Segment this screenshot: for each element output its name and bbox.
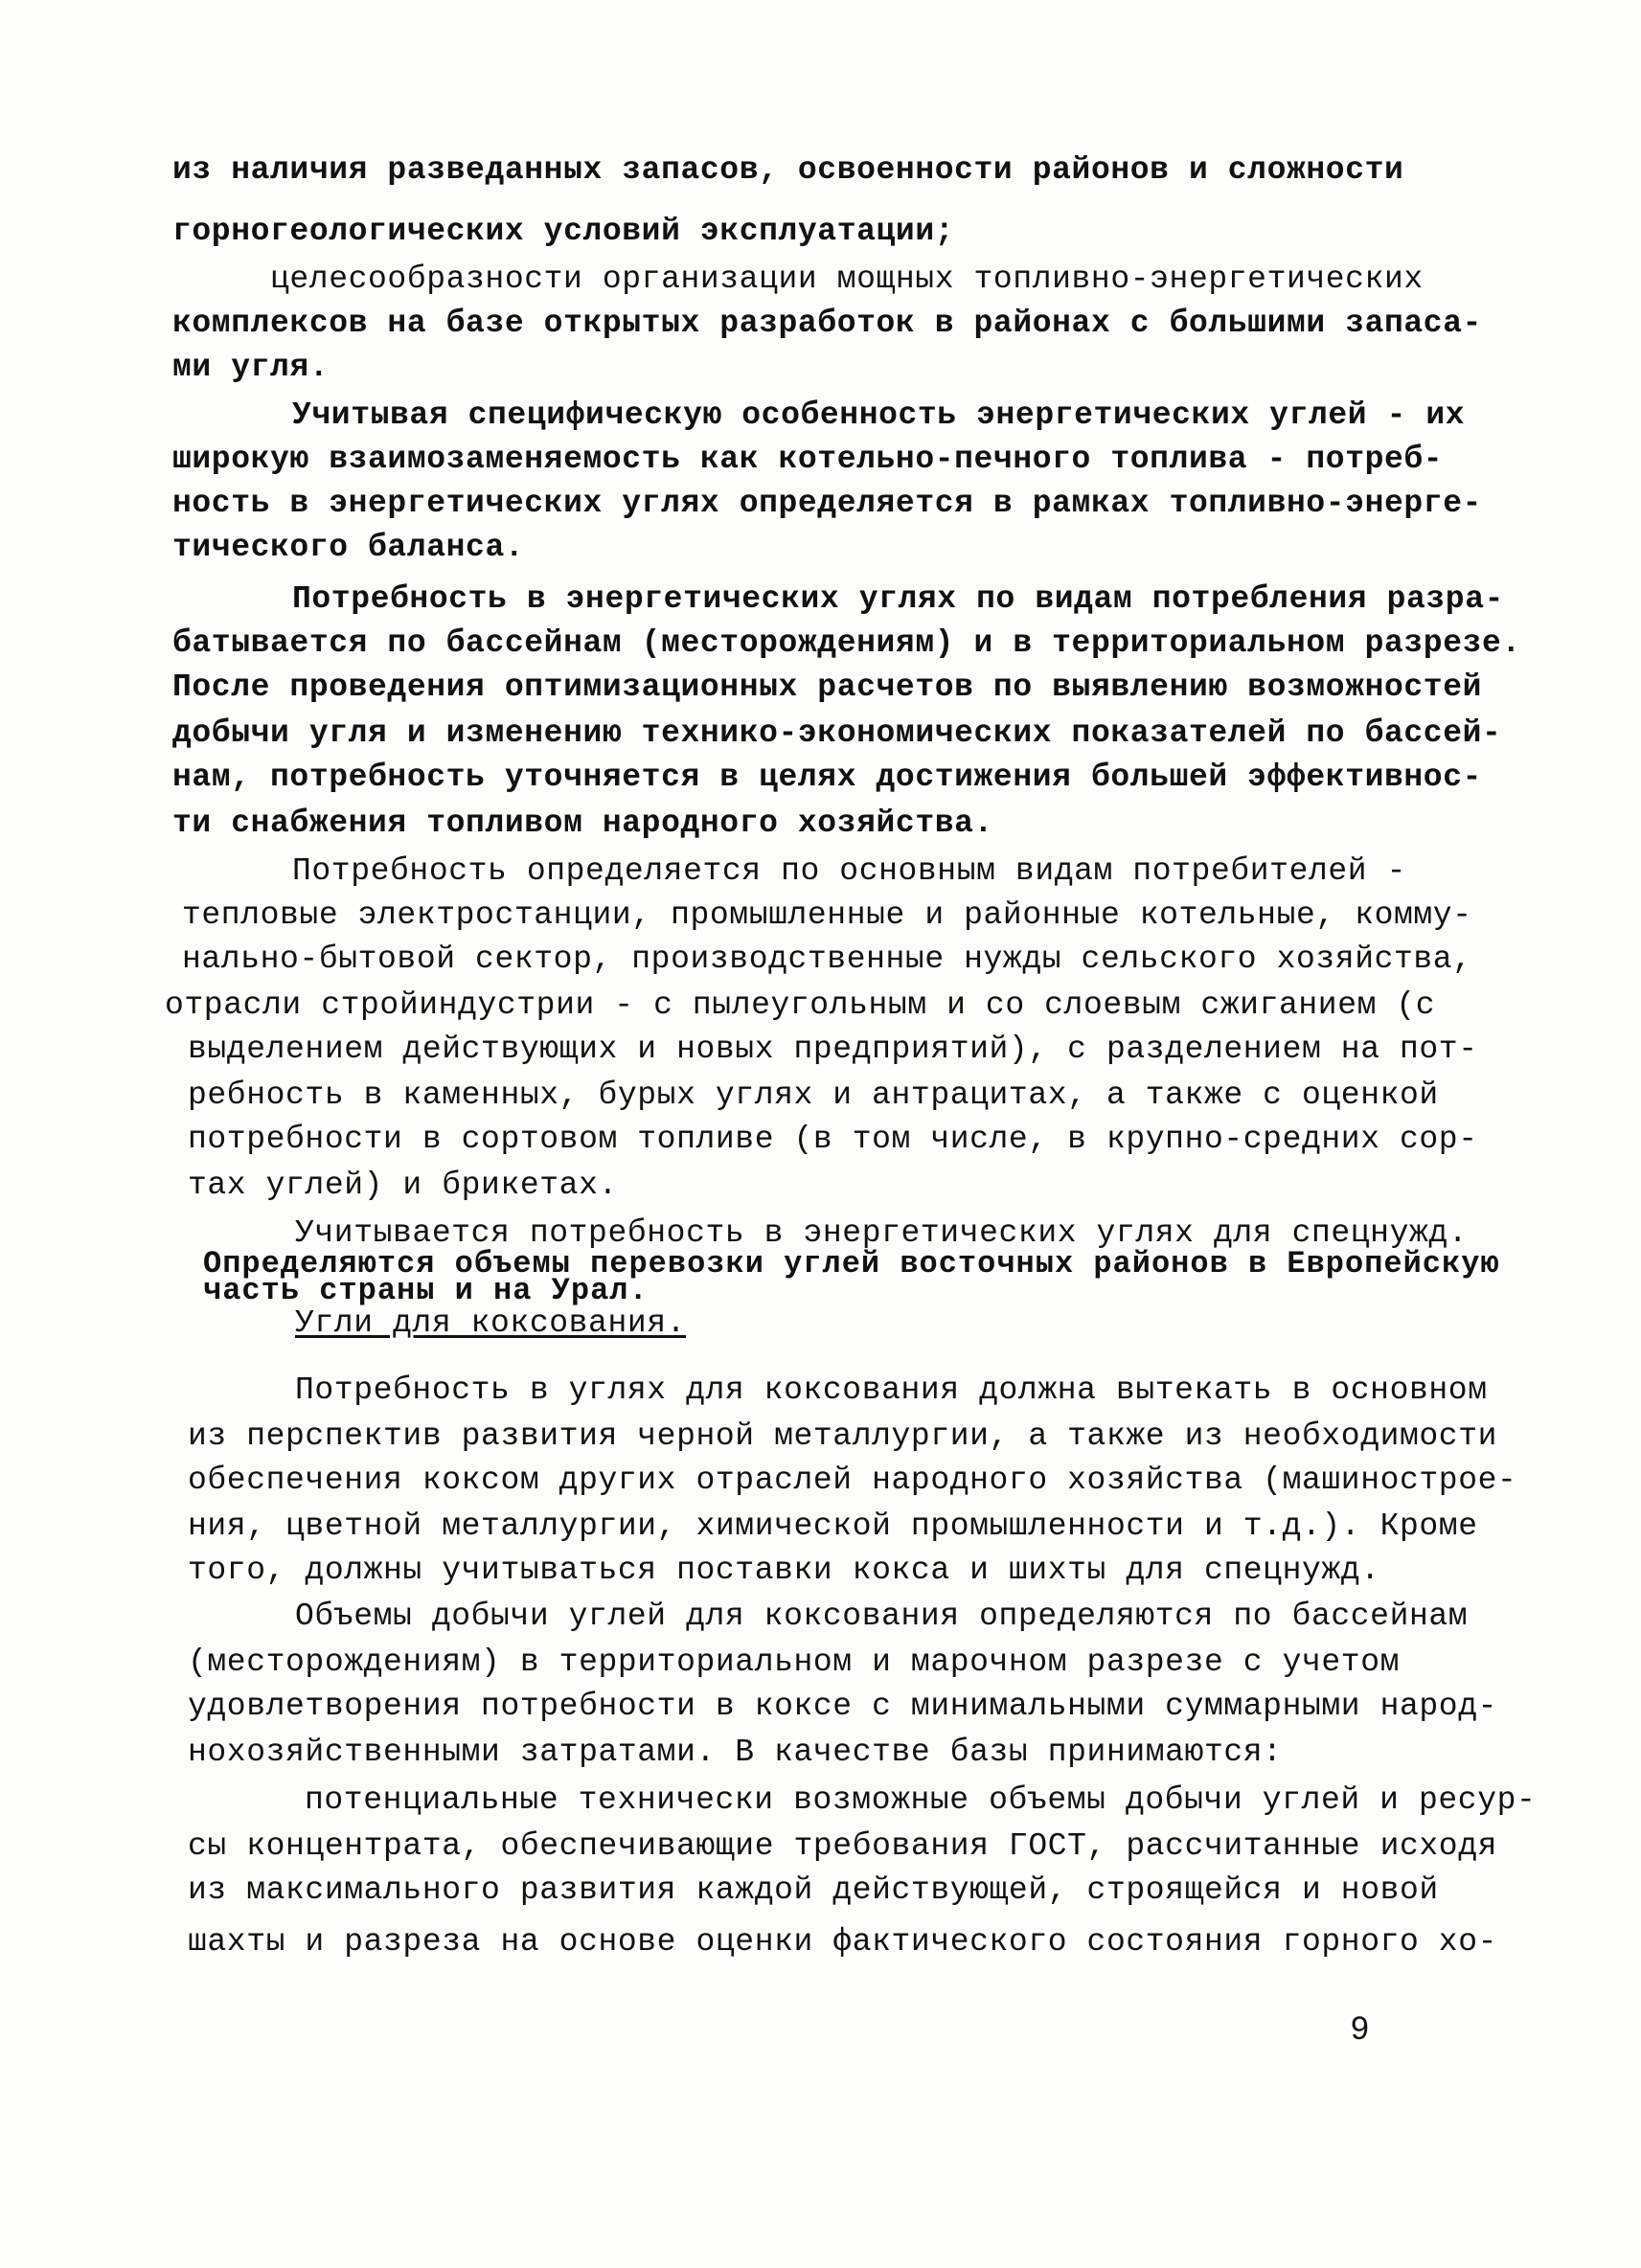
text-line: тах углей) и брикетах. (188, 1168, 618, 1203)
text-line: комплексов на базе открытых разработок в районах с большими запаса- (172, 306, 1483, 341)
text-line: Потребность в энергетических углях по видам потребления разра- (292, 581, 1504, 617)
text-line: целесообразности организации мощных топливно-энергетических (270, 261, 1424, 297)
text-line: обеспечения коксом других отраслей народного хозяйства (машинострое- (188, 1463, 1517, 1498)
section-heading: Угли для коксования. (295, 1305, 687, 1341)
text-line: отрасли стройиндустрии - с пылеугольным и со слоевым сжиганием (с (165, 987, 1436, 1023)
text-line: Учитывая специфическую особенность энергетических углей - их (292, 397, 1466, 433)
text-line: горногеологических условий эксплуатации; (172, 214, 955, 249)
text-line: ность в энергетических углях определяется в рамках топливно-энерге- (172, 486, 1483, 521)
text-line: из максимального развития каждой действующей, строящейся и новой (188, 1872, 1439, 1908)
text-line: из наличия разведанных запасов, освоенности районов и сложности (172, 152, 1404, 188)
text-line: ми угля. (172, 350, 330, 385)
text-line: нохозяйственными затратами. В качестве базы принимаются: (188, 1735, 1283, 1770)
inserted-text-line: Определяются объемы перевозки углей восточных районов в Европейскую (203, 1246, 1500, 1281)
text-line: потребности в сортовом топливе (в том числе, в крупно-средних сор- (188, 1122, 1478, 1157)
text-line: удовлетворения потребности в коксе с минимальными суммарными народ- (188, 1689, 1498, 1724)
text-line: добычи угля и изменению технико-экономических показателей по бассей- (172, 715, 1502, 751)
text-line: батывается по бассейнам (месторождениям) и в территориальном разрезе. (172, 625, 1521, 661)
text-line: того, должны учитываться поставки кокса и шихты для спецнужд. (188, 1553, 1380, 1588)
text-line: нам, потребность уточняется в целях достижения большей эффективнос- (172, 760, 1483, 795)
text-line: Потребность определяется по основным видам потребителей - (292, 853, 1406, 889)
text-line: Объемы добычи углей для коксования определяются по бассейнам (295, 1599, 1469, 1634)
page-number: 9 (1351, 2010, 1370, 2047)
text-line: из перспектив развития черной металлургии, а также из необходимости (188, 1418, 1498, 1454)
text-line: (месторождениям) в территориальном и марочном разрезе с учетом (188, 1644, 1400, 1680)
inserted-text-line: часть страны и на Урал. (203, 1273, 649, 1308)
text-line: тепловые электростанции, промышленные и районные котельные, комму- (182, 897, 1472, 933)
text-line: ния, цветной металлургии, химической промышленности и т.д.). Кроме (188, 1508, 1478, 1544)
text-line: Потребность в углях для коксования должна вытекать в основном (295, 1372, 1488, 1408)
text-line: широкую взаимозаменяемость как котельно-печного топлива - потреб- (172, 442, 1444, 477)
text-line: потенциальные технически возможные объемы добычи углей и ресур- (305, 1782, 1537, 1818)
text-line: ребность в каменных, бурых углях и антрацитах, а также с оценкой (188, 1077, 1439, 1113)
text-line: ти снабжения топливом народного хозяйства. (172, 805, 993, 841)
text-line: нально-бытовой сектор, производственные нужды сельского хозяйства, (182, 941, 1472, 977)
text-line: выделением действующих и новых предприятий), с разделением на пот- (188, 1032, 1478, 1067)
text-line: тического баланса. (172, 530, 525, 565)
text-line: сы концентрата, обеспечивающие требования ГОСТ, рассчитанные исходя (188, 1828, 1498, 1864)
text-line: Учитывается потребность в энергетических углях для спецнужд. (295, 1215, 1469, 1251)
text-line: шахты и разреза на основе оценки фактического состояния горного хо- (188, 1924, 1498, 1960)
text-line: После проведения оптимизационных расчетов по выявлению возможностей (172, 669, 1483, 705)
